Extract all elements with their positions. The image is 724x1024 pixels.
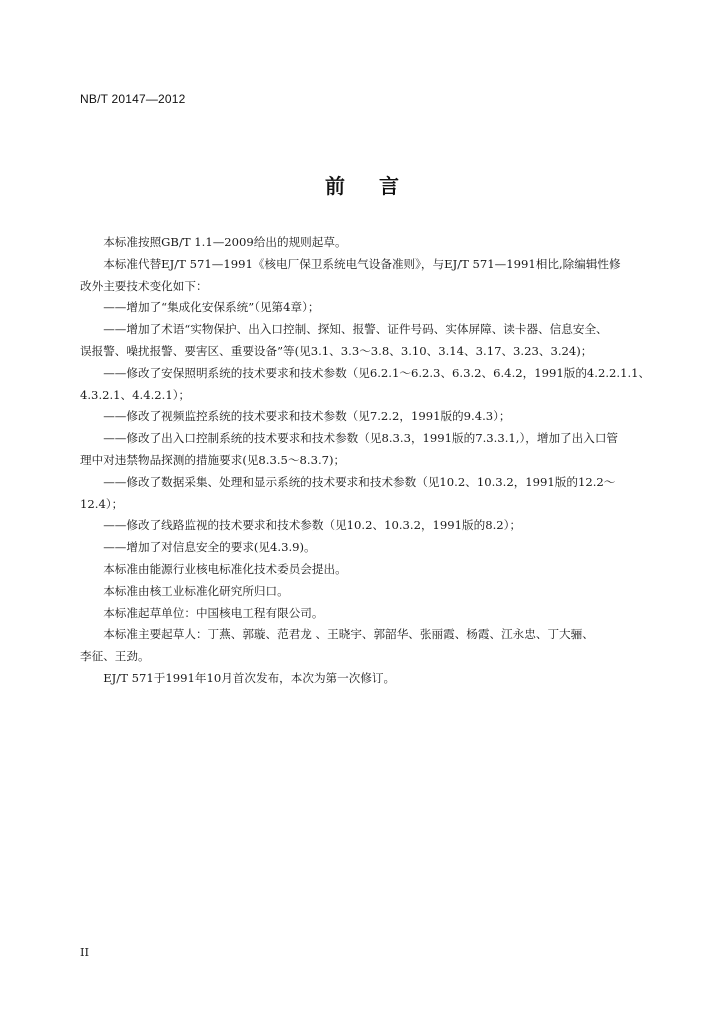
page-number: II	[80, 945, 90, 959]
text-line: 本标准按照GB/T 1.1—2009给出的规则起草。	[80, 235, 347, 249]
text-line: 误报警、噪扰报警、要害区、重要设备”等(见3.1、3.3～3.8、3.10、3.14、3.17、3.23、3.24)；	[80, 343, 593, 358]
text-line: ——增加了对信息安全的要求(见4.3.9)。	[80, 540, 316, 555]
text-line: 本标准由能源行业核电标准化技术委员会提出。	[80, 561, 347, 576]
text-line: ——修改了出入口控制系统的技术要求和技术参数（见8.3.3，1991版的7.3.3.1,），增加了出入口管	[80, 431, 619, 446]
text-line: 12.4）；	[80, 496, 124, 511]
text-line: 本标准代替EJ/T 571—1991《核电厂保卫系统电气设备准则》，与EJ/T 571—1991相比,除编辑性修	[80, 256, 621, 271]
text-line: 李征、王劲。	[80, 649, 150, 664]
text-line: ——修改了安保照明系统的技术要求和技术参数（见6.2.1～6.2.3、6.3.2、6.4.2，1991版的4.2.2.1.1、	[80, 365, 651, 380]
text-line: 改外主要技术变化如下：	[80, 278, 208, 293]
text-line: ——修改了线路监视的技术要求和技术参数（见10.2、10.3.2，1991版的8.2）；	[80, 518, 522, 533]
text-line: 本标准主要起草人：丁燕、郭璇、范君龙 、王晓宇、郭韶华、张丽霞、杨霞、江永忠、丁大骊、	[80, 627, 594, 642]
text-line: ——修改了视频监控系统的技术要求和技术参数（见7.2.2，1991版的9.4.3）；	[80, 409, 511, 424]
page-title: 前言	[325, 174, 433, 198]
text-line: ——修改了数据采集、处理和显示系统的技术要求和技术参数（见10.2、10.3.2，1991版的12.2～	[80, 474, 616, 489]
text-line: ——增加了术语“实物保护、出入口控制、探知、报警、证件号码、实体屏障、读卡器、信息安全、	[80, 322, 608, 337]
text-line: 本标准起草单位：中国核电工程有限公司。	[80, 605, 324, 620]
text-line: ——增加了“集成化安保系统”（见第4章）；	[80, 300, 320, 315]
text-line: 本标准由核工业标准化研究所归口。	[80, 583, 289, 598]
text-line: 4.3.2.1、4.4.2.1）；	[80, 387, 191, 402]
standard-code: NB/T 20147—2012	[80, 92, 186, 106]
foreword-body	[80, 232, 660, 690]
text-line: 理中对违禁物品探测的措施要求(见8.3.5～8.3.7)；	[80, 452, 346, 467]
text-line: EJ/T 571于1991年10月首次发布，本次为第一次修订。	[80, 670, 396, 685]
